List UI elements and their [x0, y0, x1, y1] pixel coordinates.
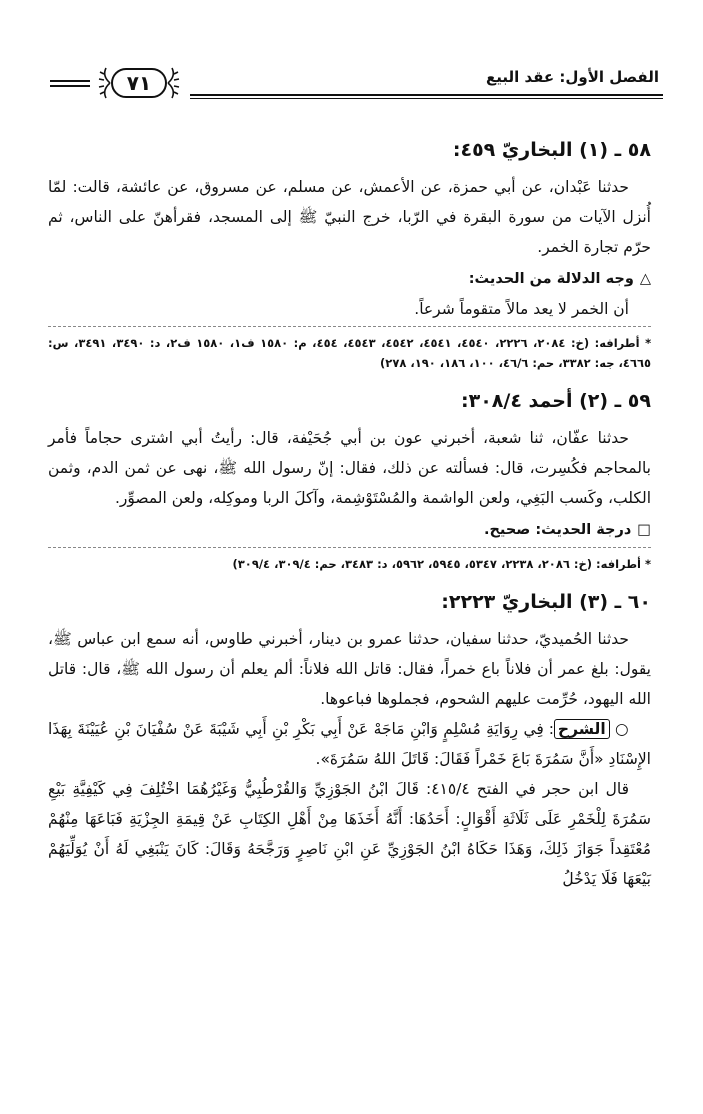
dalala-heading: [48, 264, 651, 294]
sharh-text: : فِي رِوَايَةِ مُسْلِمٍ وَابْنِ مَاجَهْ عَنْ أَبِي بَكْرِ بْنِ أَبِي شَيْبَةَ عَنْ سُفْيَانَ بْنِ عُيَيْنَةَ بِهَذَا الإِسْنَادِ «أَنَّ سَمُرَةَ بَاعَ خَمْراً فَقَالَ: قَاتَلَ اللهُ سَمُرَةَ».: [48, 720, 651, 768]
dalala-heading-label: وجه الدلالة من الحديث:: [468, 271, 634, 287]
page-number-ornament: [98, 66, 180, 100]
chapter-title: الفصل الأول: عقد البيع: [485, 68, 659, 86]
square-marker-icon: □: [637, 522, 651, 538]
hadith-60-text: حدثنا الحُميديّ، حدثنا سفيان، حدثنا عمرو بن دينار، أخبرني طاوس، أنه سمع ابن عباس ﷺ، يقول: بلغ عمر أن فلاناً باع خمراً، فقال: قاتل الله فلاناً: ألم يعلم أن رسول الله ﷺ، قال: قاتل الله اليهود، حُرِّمت عليهم الشحوم، فجملوها فباعوها.: [48, 630, 651, 708]
grade-line: [48, 515, 651, 545]
header-rule-thin: [190, 98, 663, 99]
page-header: [40, 56, 663, 116]
hadith-58-heading: ٥٨ ـ (١) البخاريّ ٤٥٩:: [452, 139, 651, 161]
page-body: [48, 132, 651, 894]
header-rule: [190, 94, 663, 96]
divider: [48, 547, 651, 548]
header-dashes: [50, 80, 90, 90]
circle-marker-icon: ○: [615, 720, 629, 738]
hadith-58-refs: * أطرافه: (خ: ٢٠٨٤، ٢٢٢٦، ٤٥٤٠، ٤٥٤١، ٤٥٤٢، ٤٥٤٣، ٤٥٤، م: ١٥٨٠ ف١، ١٥٨٠ ف٢، د: ٣٤٩٠، ٣٤٩١، س: ٤٦٦٥، جه: ٣٣٨٢، حم: ٤٦/٦، ١٠٠، ١٨٦، ١٩٠، ٢٧٨): [48, 336, 652, 370]
sharh-label: الشرح: [554, 719, 610, 739]
fath-paragraph: قال ابن حجر في الفتح ٤١٥/٤: قَالَ ابْنُ الجَوْزِيِّ وَالقُرْطُبِيُّ وَغَيْرُهُمَا اخْتُلِفَ فِي كَيْفِيَّةِ بَيْعِ سَمُرَةَ لِلْخَمْرِ عَلَى ثَلَاثَةِ أَقْوَالٍ: أَحَدُهَا: أَنَّهُ أَخَذَهَا مِنْ أَهْلِ الكِتَابِ عَنْ قِيمَةِ الجِزْيَةِ فَبَاعَهَا مِنْهُمْ مُعْتَقِداً جَوَازَ ذَلِكَ، وَهَذَا حَكَاهُ ابْنُ الجَوْزِيِّ عَنِ ابْنِ نَاصِرٍ وَرَجَّحَهُ وَقَالَ: كَانَ يَنْبَغِي لَهُ أَنْ يُوَلِّيَهُمْ بَيْعَهَا فَلَا يَدْخُلُ: [48, 780, 651, 888]
grade-label: درجة الحديث:: [535, 522, 632, 538]
divider: [48, 326, 651, 327]
hadith-58-text: حدثنا عَبْدان، عن أبي حمزة، عن الأعمش، عن مسلم، عن مسروق، عن عائشة، قالت: لمّا أُنزل الآيات من سورة البقرة في الرّبا، خرج النبيّ ﷺ إلى المسجد، فقرأهنّ على الناس، ثم حرّم تجارة الخمر.: [48, 178, 651, 256]
hadith-60-heading: ٦٠ ـ (٣) البخاريّ ٢٢٢٣:: [441, 591, 651, 613]
hadith-59-heading: ٥٩ ـ (٢) أحمد ٣٠٨/٤:: [460, 390, 651, 412]
grade-value: صحيح.: [483, 522, 531, 538]
dalala-text: أن الخمر لا يعد مالاً متقوماً شرعاً.: [414, 300, 629, 318]
hadith-59-text: حدثنا عفّان، ثنا شعبة، أخبرني عون بن أبي جُحَيْفة، قال: رأيتُ أبي اشترى حجاماً فأمر بالمحاجم فكُسِرت، قال: فسألته عن ذلك، فقال: إنّ رسول الله ﷺ، نهى عن ثمن الدم، وثمن الكلب، وكَسب البَغِي، ولعن الواشمة والمُسْتَوْشِمة، وآكلَ الربا وموكِله، ولعن المصوِّر.: [48, 429, 651, 507]
hadith-59-refs: * أطرافه: (خ: ٢٠٨٦، ٢٢٣٨، ٥٣٤٧، ٥٩٤٥، ٥٩٦٢، د: ٣٤٨٣، حم: ٣٠٩/٤، ٣٠٩/٤): [232, 557, 651, 571]
page-number: ٧١: [126, 71, 152, 95]
triangle-marker-icon: △: [639, 271, 651, 287]
sharh-paragraph: [48, 714, 651, 774]
